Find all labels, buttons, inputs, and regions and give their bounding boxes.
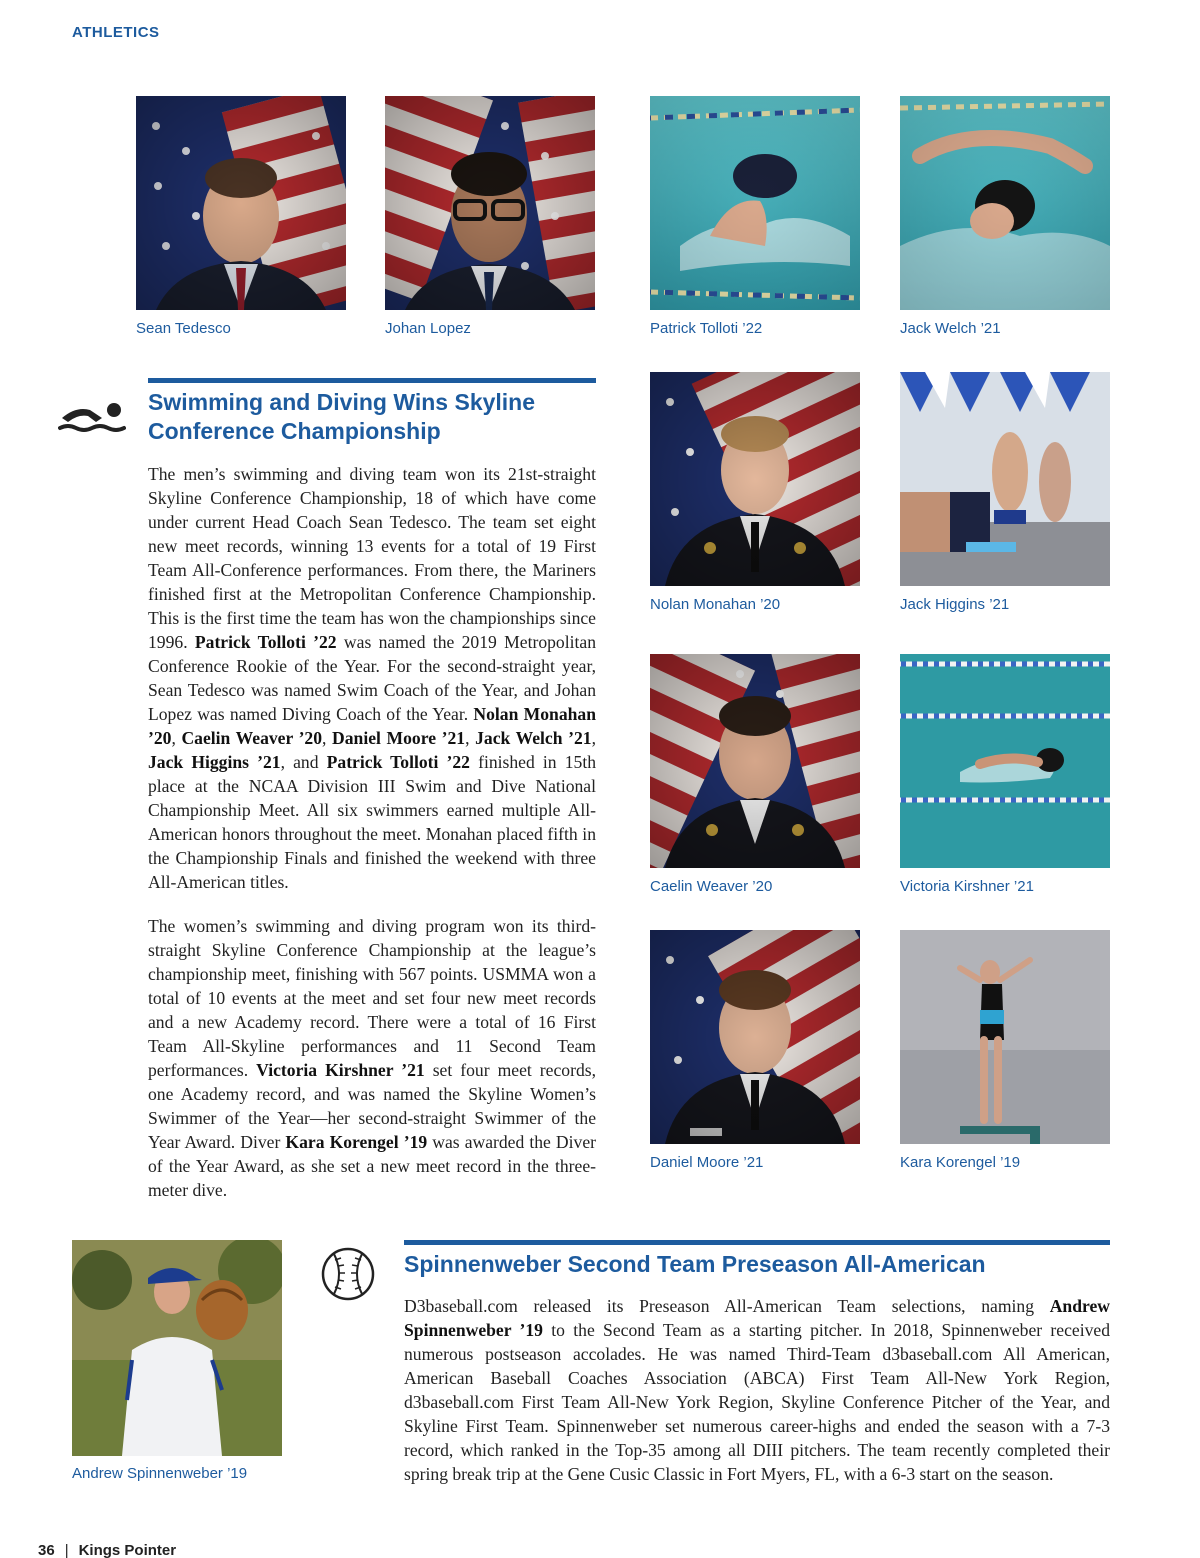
page-number: 36 — [38, 1542, 55, 1558]
text-run: to the Second Team as a starting pitcher. In 2018, Spinnenweber received numerous postseason accolades. He was named Third-Team d3baseball.com All American, American Baseball Coaches Association (ABCA) First Team All-New York Region, d3baseball.com First Team All-New York Region, Skyline Conference Pitcher of the Year, and Skyline First Team. Spinnenweber set numerous career-highs and ended the season with a 7-3 record, which ranked in the Top-35 among all DIII pitchers. The team recently completed their spring break trip at the Gene Cusic Classic in Fort Myers, FL, with a 6-3 start on the season. — [404, 1320, 1110, 1484]
caption-jack-higgins: Jack Higgins ’21 — [900, 596, 1010, 613]
text-run: D3baseball.com released its Preseason All-American Team selections, naming — [404, 1296, 1050, 1316]
baseball-article-paragraph — [404, 1294, 1110, 1486]
daniel-moore-photo — [650, 930, 860, 1144]
athlete-name: Victoria Kirshner ’21 — [256, 1060, 425, 1080]
nolan-monahan-photo — [650, 372, 860, 586]
section-label: ATHLETICS — [72, 24, 160, 41]
text-run: , and — [280, 752, 327, 772]
text-run: set four meet records, one Academy record, and was named the Skyline Women’s Swimmer of the Year—her second-straight Swimmer of the Year Award. Diver — [148, 1060, 596, 1152]
caption-sean-tedesco: Sean Tedesco — [136, 320, 231, 337]
caption-daniel-moore: Daniel Moore ’21 — [650, 1154, 764, 1171]
text-run: The women’s swimming and diving program won its third-straight Skyline Conference Championship at the league’s championship meet, finishing with 567 points. USMMA won a total of 10 events at the meet and set four new meet records and a new Academy record. There were a total of 16 First Team All-Skyline performances and 11 Second Team performances. — [148, 916, 596, 1080]
publication-name: Kings Pointer — [78, 1542, 177, 1558]
athlete-name: Jack Welch ’21 — [475, 728, 592, 748]
jack-higgins-photo — [900, 372, 1110, 586]
swim-headline — [148, 388, 608, 446]
athlete-name: Jack Higgins ’21 — [148, 752, 281, 772]
athlete-name: Daniel Moore ’21 — [332, 728, 466, 748]
athlete-name: Caelin Weaver ’20 — [181, 728, 323, 748]
swim-headline-line-1: Swimming and Diving Wins Skyline — [148, 389, 536, 415]
text-run: The men’s swimming and diving team won its 21st-straight Skyline Conference Championship, 18 of which have come under current Head Coach Sean Tedesco. The team set eight new meet records, winning 13 events for a total of 19 First Team All-Conference performances. From there, the Mariners finished first at the Metropolitan Conference Championship. This is the first time the team has won the championships since 1996. — [148, 464, 596, 652]
swim-article-paragraph-2 — [148, 914, 596, 1202]
sean-tedesco-photo — [136, 96, 346, 310]
text-run: finished in 15th place at the NCAA Division III Swim and Dive National Championship Meet. All six swimmers earned multiple All-American honors throughout the meet. Monahan placed fifth in the Championship Finals and finished the weekend with three All-American titles. — [148, 752, 597, 892]
caption-jack-welch: Jack Welch ’21 — [900, 320, 1001, 337]
caption-nolan-monahan: Nolan Monahan ’20 — [650, 596, 781, 613]
page-footer — [38, 1542, 176, 1558]
baseball-icon — [320, 1246, 376, 1302]
athlete-name: Andrew Spinnenweber ’19 — [404, 1296, 1110, 1340]
athlete-name: Kara Korengel ’19 — [285, 1132, 428, 1152]
athlete-name: Patrick Tolloti ’22 — [194, 632, 337, 652]
swim-headline-line-2: Conference Championship — [148, 418, 441, 444]
kara-korengel-photo — [900, 930, 1110, 1144]
caption-kara-korengel: Kara Korengel ’19 — [900, 1154, 1021, 1171]
baseball-headline-rule — [404, 1240, 1110, 1245]
caption-caelin-weaver: Caelin Weaver ’20 — [650, 878, 773, 895]
swim-headline-rule — [148, 378, 596, 383]
victoria-kirshner-photo — [900, 654, 1110, 868]
footer-divider: | — [64, 1542, 69, 1558]
caption-andrew-spinnenweber: Andrew Spinnenweber ’19 — [72, 1465, 248, 1482]
jack-welch-photo — [900, 96, 1110, 310]
caption-patrick-tolloti: Patrick Tolloti ’22 — [650, 320, 763, 337]
baseball-headline: Spinnenweber Second Team Preseason All-American — [404, 1251, 986, 1277]
text-run: was named the 2019 Metropolitan Conference Rookie of the Year. For the second-straight year, Sean Tedesco was named Swim Coach of the Year, and Johan Lopez was named Diving Coach of the Year. — [148, 632, 596, 724]
johan-lopez-photo — [385, 96, 595, 310]
patrick-tolloti-photo — [650, 96, 860, 310]
caption-johan-lopez: Johan Lopez — [385, 320, 471, 337]
caption-victoria-kirshner: Victoria Kirshner ’21 — [900, 878, 1034, 895]
swimmer-icon — [58, 398, 126, 438]
caelin-weaver-photo — [650, 654, 860, 868]
swim-article-paragraph-1: The men’s swimming and diving team won its 21st-straight Skyline Conference Championship, 18 of which have come under current Head Coach Sean Tedesco. The team set eight new meet records, winning 13 events for a total of 19 First Team All-Conference performances. From there, the Mariners finished first at the Metropolitan Conference Championship. This is the first time the team has won the championships since 1996. Patrick Tolloti ’22 was named the 2019 Metropolitan Conference Rookie of the Year. For the second-straight year, Sean Tedesco was named Swim Coach of the Year, and Johan Lopez was named Diving Coach of the Year. Nolan Monahan ’20, Caelin Weaver ’20, Daniel Moore ’21, Jack Welch ’21, Jack Higgins ’21, and Patrick Tolloti ’22 finished in 15th place at the NCAA Division III Swim and Dive National Championship Meet. All six swimmers earned multiple All-American honors throughout the meet. Monahan placed fifth in the Championship Finals and finished the weekend with three All-American titles. — [148, 464, 597, 892]
andrew-spinnenweber-photo — [72, 1240, 282, 1456]
text-run: was awarded the Diver of the Year Award, as she set a new meet record in the three-meter dive. — [148, 1132, 596, 1200]
athlete-name: Patrick Tolloti ’22 — [326, 752, 470, 772]
athlete-name: Nolan Monahan ’20 — [148, 704, 596, 748]
